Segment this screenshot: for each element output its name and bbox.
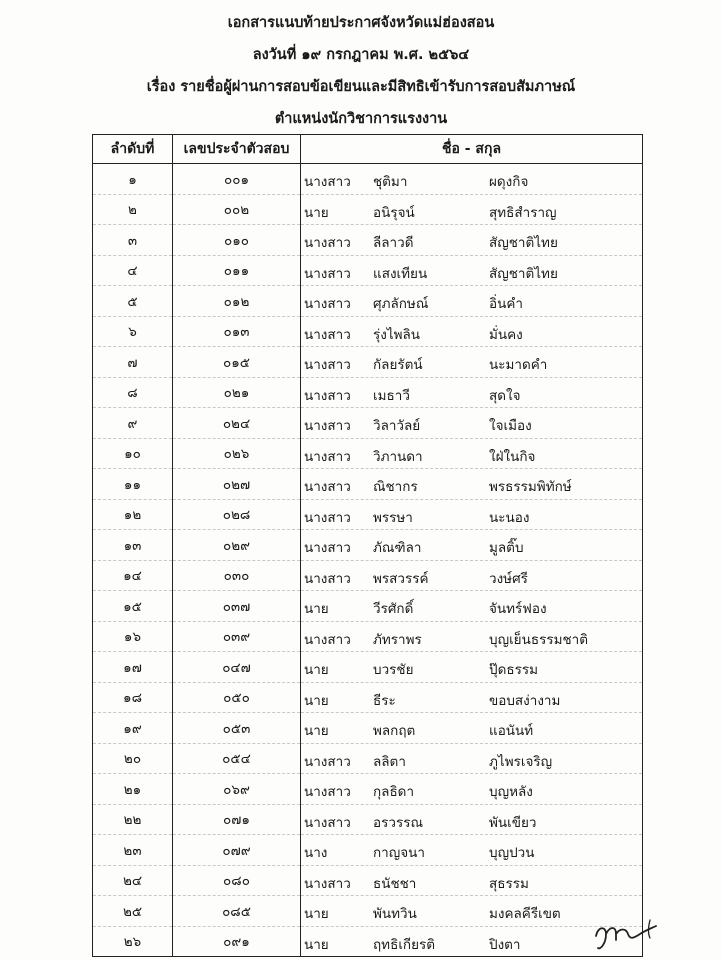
row-order: ๑๔ xyxy=(93,560,173,591)
name-title: นางสาว xyxy=(304,570,351,587)
last-name: พรธรรมพิทักษ์ xyxy=(489,479,572,495)
row-full-name xyxy=(301,835,643,866)
last-name: แอนันท์ xyxy=(489,723,534,739)
row-full-name xyxy=(301,347,643,378)
row-order: ๕ xyxy=(93,286,173,317)
row-full-name xyxy=(301,713,643,744)
row-full-name xyxy=(301,743,643,774)
row-order: ๑๗ xyxy=(93,652,173,683)
last-name: ขอบสง่างาม xyxy=(489,692,561,709)
name-title: นางสาว xyxy=(304,387,351,404)
first-name: ภัทราพร xyxy=(373,631,422,648)
row-exam-id: ๐๐๒ xyxy=(173,194,301,225)
name-title: นางสาว xyxy=(304,784,351,800)
first-name: ณิชากร xyxy=(373,479,418,495)
first-name: แสงเทียน xyxy=(373,265,428,282)
last-name: จันทร์ฟอง xyxy=(489,601,547,617)
table-row xyxy=(93,774,643,805)
first-name: รุ่งไพลิน xyxy=(373,326,421,343)
table-row xyxy=(93,377,643,408)
table-row xyxy=(93,164,643,195)
row-full-name xyxy=(301,499,643,530)
row-order: ๒๔ xyxy=(93,865,173,896)
name-title: นางสาว xyxy=(304,357,351,373)
name-title: นางสาว xyxy=(304,540,351,556)
first-name: พันทวิน xyxy=(373,906,417,922)
signature xyxy=(588,904,660,954)
table-row xyxy=(93,804,643,835)
first-name: วิภานดา xyxy=(373,448,423,465)
row-exam-id: ๐๖๙ xyxy=(173,774,301,805)
header-date-line: ลงวันที่ ๑๙ กรกฎาคม พ.ศ. ๒๕๖๔ xyxy=(252,47,470,63)
row-order: ๒๑ xyxy=(93,774,173,805)
row-order: ๒๒ xyxy=(93,804,173,835)
row-full-name xyxy=(301,865,643,896)
last-name: สุธรรม xyxy=(489,875,529,892)
last-name: ผดุงกิจ xyxy=(489,174,529,190)
row-exam-id: ๐๓๐ xyxy=(173,560,301,591)
row-full-name xyxy=(301,255,643,286)
row-order: ๙ xyxy=(93,408,173,439)
row-full-name xyxy=(301,408,643,439)
name-title: นาย xyxy=(304,601,329,617)
row-order: ๘ xyxy=(93,377,173,408)
first-name: พรสวรรค์ xyxy=(373,570,429,587)
name-title: นางสาว xyxy=(304,753,351,770)
name-title: นางสาว xyxy=(304,235,351,251)
header-position-line: ตำแหน่งนักวิชาการแรงงาน xyxy=(274,111,448,127)
name-title: นางสาว xyxy=(304,448,351,465)
row-full-name xyxy=(301,804,643,835)
column-header-name: ชื่อ - สกุล xyxy=(301,135,643,164)
row-full-name xyxy=(301,469,643,500)
last-name: บุญหลัง xyxy=(489,784,533,800)
last-name: ใจเมือง xyxy=(489,418,532,434)
row-full-name xyxy=(301,286,643,317)
row-full-name xyxy=(301,530,643,561)
row-order: ๑ xyxy=(93,164,173,195)
table-row xyxy=(93,865,643,896)
row-order: ๑๑ xyxy=(93,469,173,500)
last-name: ใฝ่ในกิจ xyxy=(489,448,536,465)
row-full-name xyxy=(301,560,643,591)
row-exam-id: ๐๘๕ xyxy=(173,896,301,927)
first-name: กัลยรัตน์ xyxy=(373,357,423,373)
last-name: อิ่นคำ xyxy=(489,296,523,312)
last-name: ปิงตา xyxy=(489,936,521,953)
table-row xyxy=(93,530,643,561)
first-name: อนิรุจน์ xyxy=(373,204,415,221)
table-row xyxy=(93,682,643,713)
last-name: ปุ๊ดธรรม xyxy=(489,662,538,678)
row-exam-id: ๐๐๑ xyxy=(173,164,301,195)
last-name: บุญปวน xyxy=(489,845,535,861)
first-name: กาญจนา xyxy=(373,845,425,861)
row-order: ๑๓ xyxy=(93,530,173,561)
first-name: ศุภลักษณ์ xyxy=(373,296,429,312)
table-row xyxy=(93,926,643,957)
row-exam-id: ๐๗๑ xyxy=(173,804,301,835)
last-name: สุดใจ xyxy=(489,387,521,404)
first-name: ลีลาวดี xyxy=(373,235,414,251)
row-full-name xyxy=(301,438,643,469)
table-row xyxy=(93,469,643,500)
table-row xyxy=(93,255,643,286)
name-title: นาย xyxy=(304,692,329,709)
row-exam-id: ๐๘๐ xyxy=(173,865,301,896)
row-exam-id: ๐๒๑ xyxy=(173,377,301,408)
row-order: ๒๐ xyxy=(93,743,173,774)
row-full-name xyxy=(301,591,643,622)
first-name: พลกฤต xyxy=(373,723,416,739)
name-title: นางสาว xyxy=(304,174,351,190)
table-row xyxy=(93,713,643,744)
first-name: บวรชัย xyxy=(373,662,414,678)
name-title: นางสาว xyxy=(304,509,351,526)
row-full-name xyxy=(301,377,643,408)
row-exam-id: ๐๑๐ xyxy=(173,225,301,256)
first-name: พรรษา xyxy=(373,509,413,526)
last-name: นะมาดคำ xyxy=(489,357,548,373)
row-order: ๒๖ xyxy=(93,926,173,957)
table-header-row xyxy=(93,135,643,164)
first-name: ชุติมา xyxy=(373,174,408,190)
name-title: นาย xyxy=(304,723,329,739)
row-exam-id: ๐๑๕ xyxy=(173,347,301,378)
row-order: ๒๕ xyxy=(93,896,173,927)
table-row xyxy=(93,408,643,439)
row-exam-id: ๐๑๒ xyxy=(173,286,301,317)
name-title: นางสาว xyxy=(304,296,351,312)
name-title: นาย xyxy=(304,936,329,953)
last-name: สุทธิสำราญ xyxy=(489,204,557,221)
name-title: นางสาว xyxy=(304,326,351,343)
table-row xyxy=(93,652,643,683)
row-exam-id: ๐๒๔ xyxy=(173,408,301,439)
table-row xyxy=(93,347,643,378)
last-name: สัญชาติไทย xyxy=(489,235,558,251)
name-title: นาย xyxy=(304,662,329,678)
first-name: ฤทธิเกียรติ xyxy=(373,936,436,953)
table-row xyxy=(93,560,643,591)
first-name: ลลิตา xyxy=(373,753,406,770)
row-order: ๔ xyxy=(93,255,173,286)
row-exam-id: ๐๕๔ xyxy=(173,743,301,774)
name-title: นาง xyxy=(304,845,328,861)
row-exam-id: ๐๔๗ xyxy=(173,652,301,683)
last-name: มั่นคง xyxy=(489,326,523,343)
row-order: ๒๓ xyxy=(93,835,173,866)
row-order: ๑๙ xyxy=(93,713,173,744)
first-name: เมธาวี xyxy=(373,387,410,404)
row-full-name xyxy=(301,621,643,652)
last-name: นะนอง xyxy=(489,509,530,526)
name-title: นาย xyxy=(304,204,329,221)
first-name: กุลธิดา xyxy=(373,784,415,800)
row-exam-id: ๐๑๓ xyxy=(173,316,301,347)
table-row xyxy=(93,438,643,469)
row-order: ๑๕ xyxy=(93,591,173,622)
first-name: ธนัชชา xyxy=(373,875,417,892)
first-name: อรวรรณ xyxy=(373,814,423,831)
row-order: ๑๘ xyxy=(93,682,173,713)
name-title: นางสาว xyxy=(304,418,351,434)
row-full-name xyxy=(301,194,643,225)
last-name: บุญเย็นธรรมชาติ xyxy=(489,631,588,648)
table-row xyxy=(93,591,643,622)
name-title: นางสาว xyxy=(304,265,351,282)
table-row xyxy=(93,835,643,866)
row-order: ๗ xyxy=(93,347,173,378)
row-full-name xyxy=(301,164,643,195)
name-title: นางสาว xyxy=(304,814,351,831)
name-title: นางสาว xyxy=(304,875,351,892)
row-order: ๑๖ xyxy=(93,621,173,652)
row-exam-id: ๐๕๐ xyxy=(173,682,301,713)
first-name: วีรศักดิ์ xyxy=(373,601,414,617)
row-full-name xyxy=(301,225,643,256)
last-name: มงคลคีรีเขต xyxy=(489,906,561,922)
row-exam-id: ๐๒๘ xyxy=(173,499,301,530)
table-row xyxy=(93,621,643,652)
row-exam-id: ๐๑๑ xyxy=(173,255,301,286)
row-order: ๑๒ xyxy=(93,499,173,530)
row-full-name xyxy=(301,682,643,713)
row-full-name xyxy=(301,774,643,805)
table-row xyxy=(93,225,643,256)
candidate-table xyxy=(92,134,643,957)
column-header-order: ลำดับที่ xyxy=(93,135,173,164)
row-exam-id: ๐๓๙ xyxy=(173,621,301,652)
row-exam-id: ๐๕๓ xyxy=(173,713,301,744)
last-name: วงษ์ศรี xyxy=(489,570,528,587)
row-exam-id: ๐๒๖ xyxy=(173,438,301,469)
first-name: ภัณฑิลา xyxy=(373,540,422,556)
row-full-name xyxy=(301,652,643,683)
last-name: มูลติ๊บ xyxy=(489,540,524,556)
row-exam-id: ๐๗๙ xyxy=(173,835,301,866)
first-name: ธีระ xyxy=(373,692,396,709)
row-exam-id: ๐๒๗ xyxy=(173,469,301,500)
row-exam-id: ๐๒๙ xyxy=(173,530,301,561)
table-row xyxy=(93,743,643,774)
column-header-exam-id: เลขประจำตัวสอบ xyxy=(173,135,301,164)
table-row xyxy=(93,286,643,317)
header-subject-line: เรื่อง รายชื่อผู้ผ่านการสอบข้อเขียนและมีสิทธิเข้ารับการสอบสัมภาษณ์ xyxy=(146,79,576,95)
header-line-1: เอกสารแนบท้ายประกาศจังหวัดแม่ฮ่องสอน xyxy=(227,15,495,31)
table-row xyxy=(93,499,643,530)
row-exam-id: ๐๓๗ xyxy=(173,591,301,622)
row-order: ๒ xyxy=(93,194,173,225)
last-name: ภูไพรเจริญ xyxy=(489,753,553,770)
row-order: ๖ xyxy=(93,316,173,347)
table-row xyxy=(93,896,643,927)
table-row xyxy=(93,316,643,347)
first-name: วิลาวัลย์ xyxy=(373,418,421,434)
name-title: นางสาว xyxy=(304,631,351,648)
last-name: พันเขียว xyxy=(489,814,537,831)
row-order: ๑๐ xyxy=(93,438,173,469)
row-exam-id: ๐๙๑ xyxy=(173,926,301,957)
row-order: ๓ xyxy=(93,225,173,256)
name-title: นาย xyxy=(304,906,329,922)
name-title: นางสาว xyxy=(304,479,351,495)
table-row xyxy=(93,194,643,225)
row-full-name xyxy=(301,316,643,347)
last-name: สัญชาติไทย xyxy=(489,265,558,282)
